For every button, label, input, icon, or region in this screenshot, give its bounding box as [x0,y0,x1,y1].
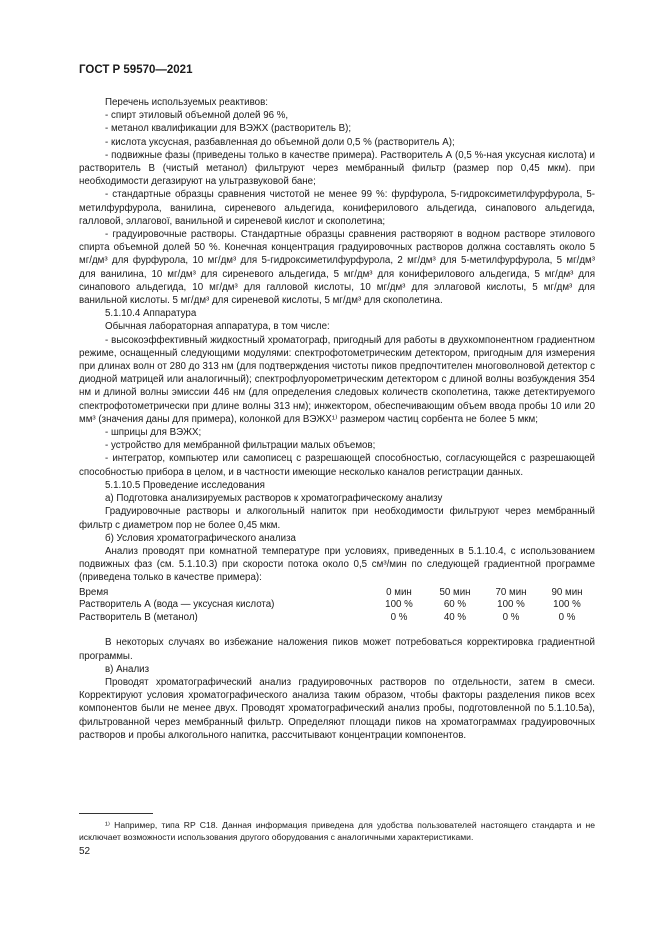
section-heading: 5.1.10.4 Аппаратура [105,308,197,320]
table-cell: 90 мин [551,586,583,598]
table-row [79,599,595,612]
list-item: - интегратор, компьютер или самописец с разрешающей способностью, согласующейся с разрешающей способностью прибора в целом, и в частности имеющие несколько каналов регистрации данных. [79,453,595,478]
table-cell: 60 % [443,599,467,611]
table-cell: 100 % [497,599,525,611]
table-cell: 0 % [390,611,408,623]
list-item: - спирт этиловый объемной долей 96 %, [105,110,289,122]
footnote-text: ¹⁾ Например, типа RP C18. Данная информация приведена для удобства пользователей настоящего стандарта и не исключает возможности использования другого оборудования с аналогичными характеристиками. [79,820,595,842]
table-cell: Растворитель В (метанол) [79,611,198,623]
list-item: - устройство для мембранной фильтрации малых объемов; [105,440,376,452]
subsection-heading: а) Подготовка анализируемых растворов к хроматографическому анализу [105,493,443,505]
table-cell: 50 мин [439,586,471,598]
paragraph: В некоторых случаях во избежание наложения пиков может потребоваться корректировка градиентной программы. [79,637,595,662]
table-cell: Растворитель А (вода — уксусная кислота) [79,599,275,611]
list-item: - стандартные образцы сравнения чистотой не менее 99 %: фурфурола, 5-гидроксиметилфурфурола, 5-метилфурфурола, ванилина, сиреневого альдегида, кониферилового альдегида, синапового альдегида, галловой, эллагової, ванильной и сиреневой кислот и скополетина; [79,189,595,227]
table-cell: 40 % [443,611,467,623]
list-item: - градуировочные растворы. Стандартные образцы сравнения растворяют в водном растворе этилового спирта объемной долей 50 %. Конечная концентрация градуировочных растворов должна составлять около 5 мг/дм³ для фурфурола, 10 мг/дм³ для 5-гидроксиметилфурфурола, 2 мг/дм³ для 5-метилфурфурола, 5 мг/дм³ для ванилина, 10 мг/дм³ для сиреневого альдегида, 5 мг/дм³ для кониферилового альдегида, 5 мг/дм³ для синапового альдегида, 10 мг/дм³ для галловой кислоты, 10 мг/дм³ для эллаговой кислоты, 5 мг/дм³ для ванильной кислоты. 5 мг/дм³ для сиреневой кислоты, 5 мг/дм³ для скополетина. [79,229,595,307]
subsection-heading: в) Анализ [105,663,150,675]
paragraph: Обычная лабораторная аппаратура, в том числе: [105,321,330,333]
footnote [79,820,595,843]
paragraph: Градуировочные растворы и алкогольный напиток при необходимости фильтруют через мембранный фильтр с диаметром пор не более 0,45 мкм. [79,506,595,531]
table-cell: Время [79,586,109,598]
section-heading: 5.1.10.5 Проведение исследования [105,479,265,491]
table-cell: 100 % [385,599,413,611]
table-cell: 100 % [553,599,581,611]
page-content [79,96,595,742]
table-cell: 0 мин [386,586,412,598]
paragraph: Перечень используемых реактивов: [105,97,268,108]
list-item: - подвижные фазы (приведены только в качестве примера). Растворитель А (0,5 %-ная уксусная кислота) и растворитель В (чистый метанол) фильтруют через мембранный фильтр (размер пор 0,45 мкм). при необходимости дегазируют на ультразвуковой бане; [79,149,595,188]
table-cell: 70 мин [495,586,527,598]
list-item: - кислота уксусная, разбавленная до объемной доли 0,5 % (растворитель А); [105,136,455,148]
list-item: - шприцы для ВЭЖХ; [105,427,202,439]
spacer [79,624,595,636]
list-item: - высокоэффективный жидкостный хроматограф, пригодный для работы в двухкомпонентном градиентном режиме, оснащенный следующими модулями: спектрофотометрическим детектором, пригодным для измерения при длинах волн от 280 до 313 нм (для подтверждения чистоты пиков предпочтителен многоволновой детектор с диодной матрицей или аналогичный); спектрофлуорометрическим детектором с длиной волны возбуждения 354 нм и длиной волны эмиссии 446 нм (для определения следовых количеств скополетина, также детектируемого спектрофотометрически при длине волны 313 нм); инжектором, обеспечивающим объем ввода пробы 10 или 20 мм³ (значения даны для примера), колонкой для ВЭЖХ¹⁾ размером частиц сорбента не более 5 мкм; [79,334,595,425]
table-cell: 0 % [558,611,576,623]
gradient-table [79,587,595,625]
list-item: - метанол квалификации для ВЭЖХ (растворитель В); [105,123,352,135]
paragraph: Анализ проводят при комнатной температуре при условиях, приведенных в 5.1.10.4, с использованием подвижных фаз (см. 5.1.10.3) при скорости потока около 0,5 см³/мин по следующей градиентной программе (приведена только в качестве примера): [79,545,595,584]
footnote-divider [79,813,153,814]
document-header: ГОСТ Р 59570—2021 [79,64,193,76]
page-number: 52 [79,846,91,857]
subsection-heading: б) Условия хроматографического анализа [105,532,296,544]
paragraph: Проводят хроматографический анализ градуировочных растворов по отдельности, затем в смеси. Корректируют условия хроматографического анализа таким образом, чтобы факторы разделения пиков всех компонентов были не менее двух. Проводят хроматографический анализ пробы, подготовленной по 5.1.10.5а), фильтрованной через мембранный фильтр. Определяют площади пиков на хроматограммах градуировочных растворов и пробы алкогольного напитка, рассчитывают концентрации компонентов. [79,676,595,741]
table-row [79,587,595,600]
table-cell: 0 % [502,611,520,623]
table-row [79,612,595,625]
